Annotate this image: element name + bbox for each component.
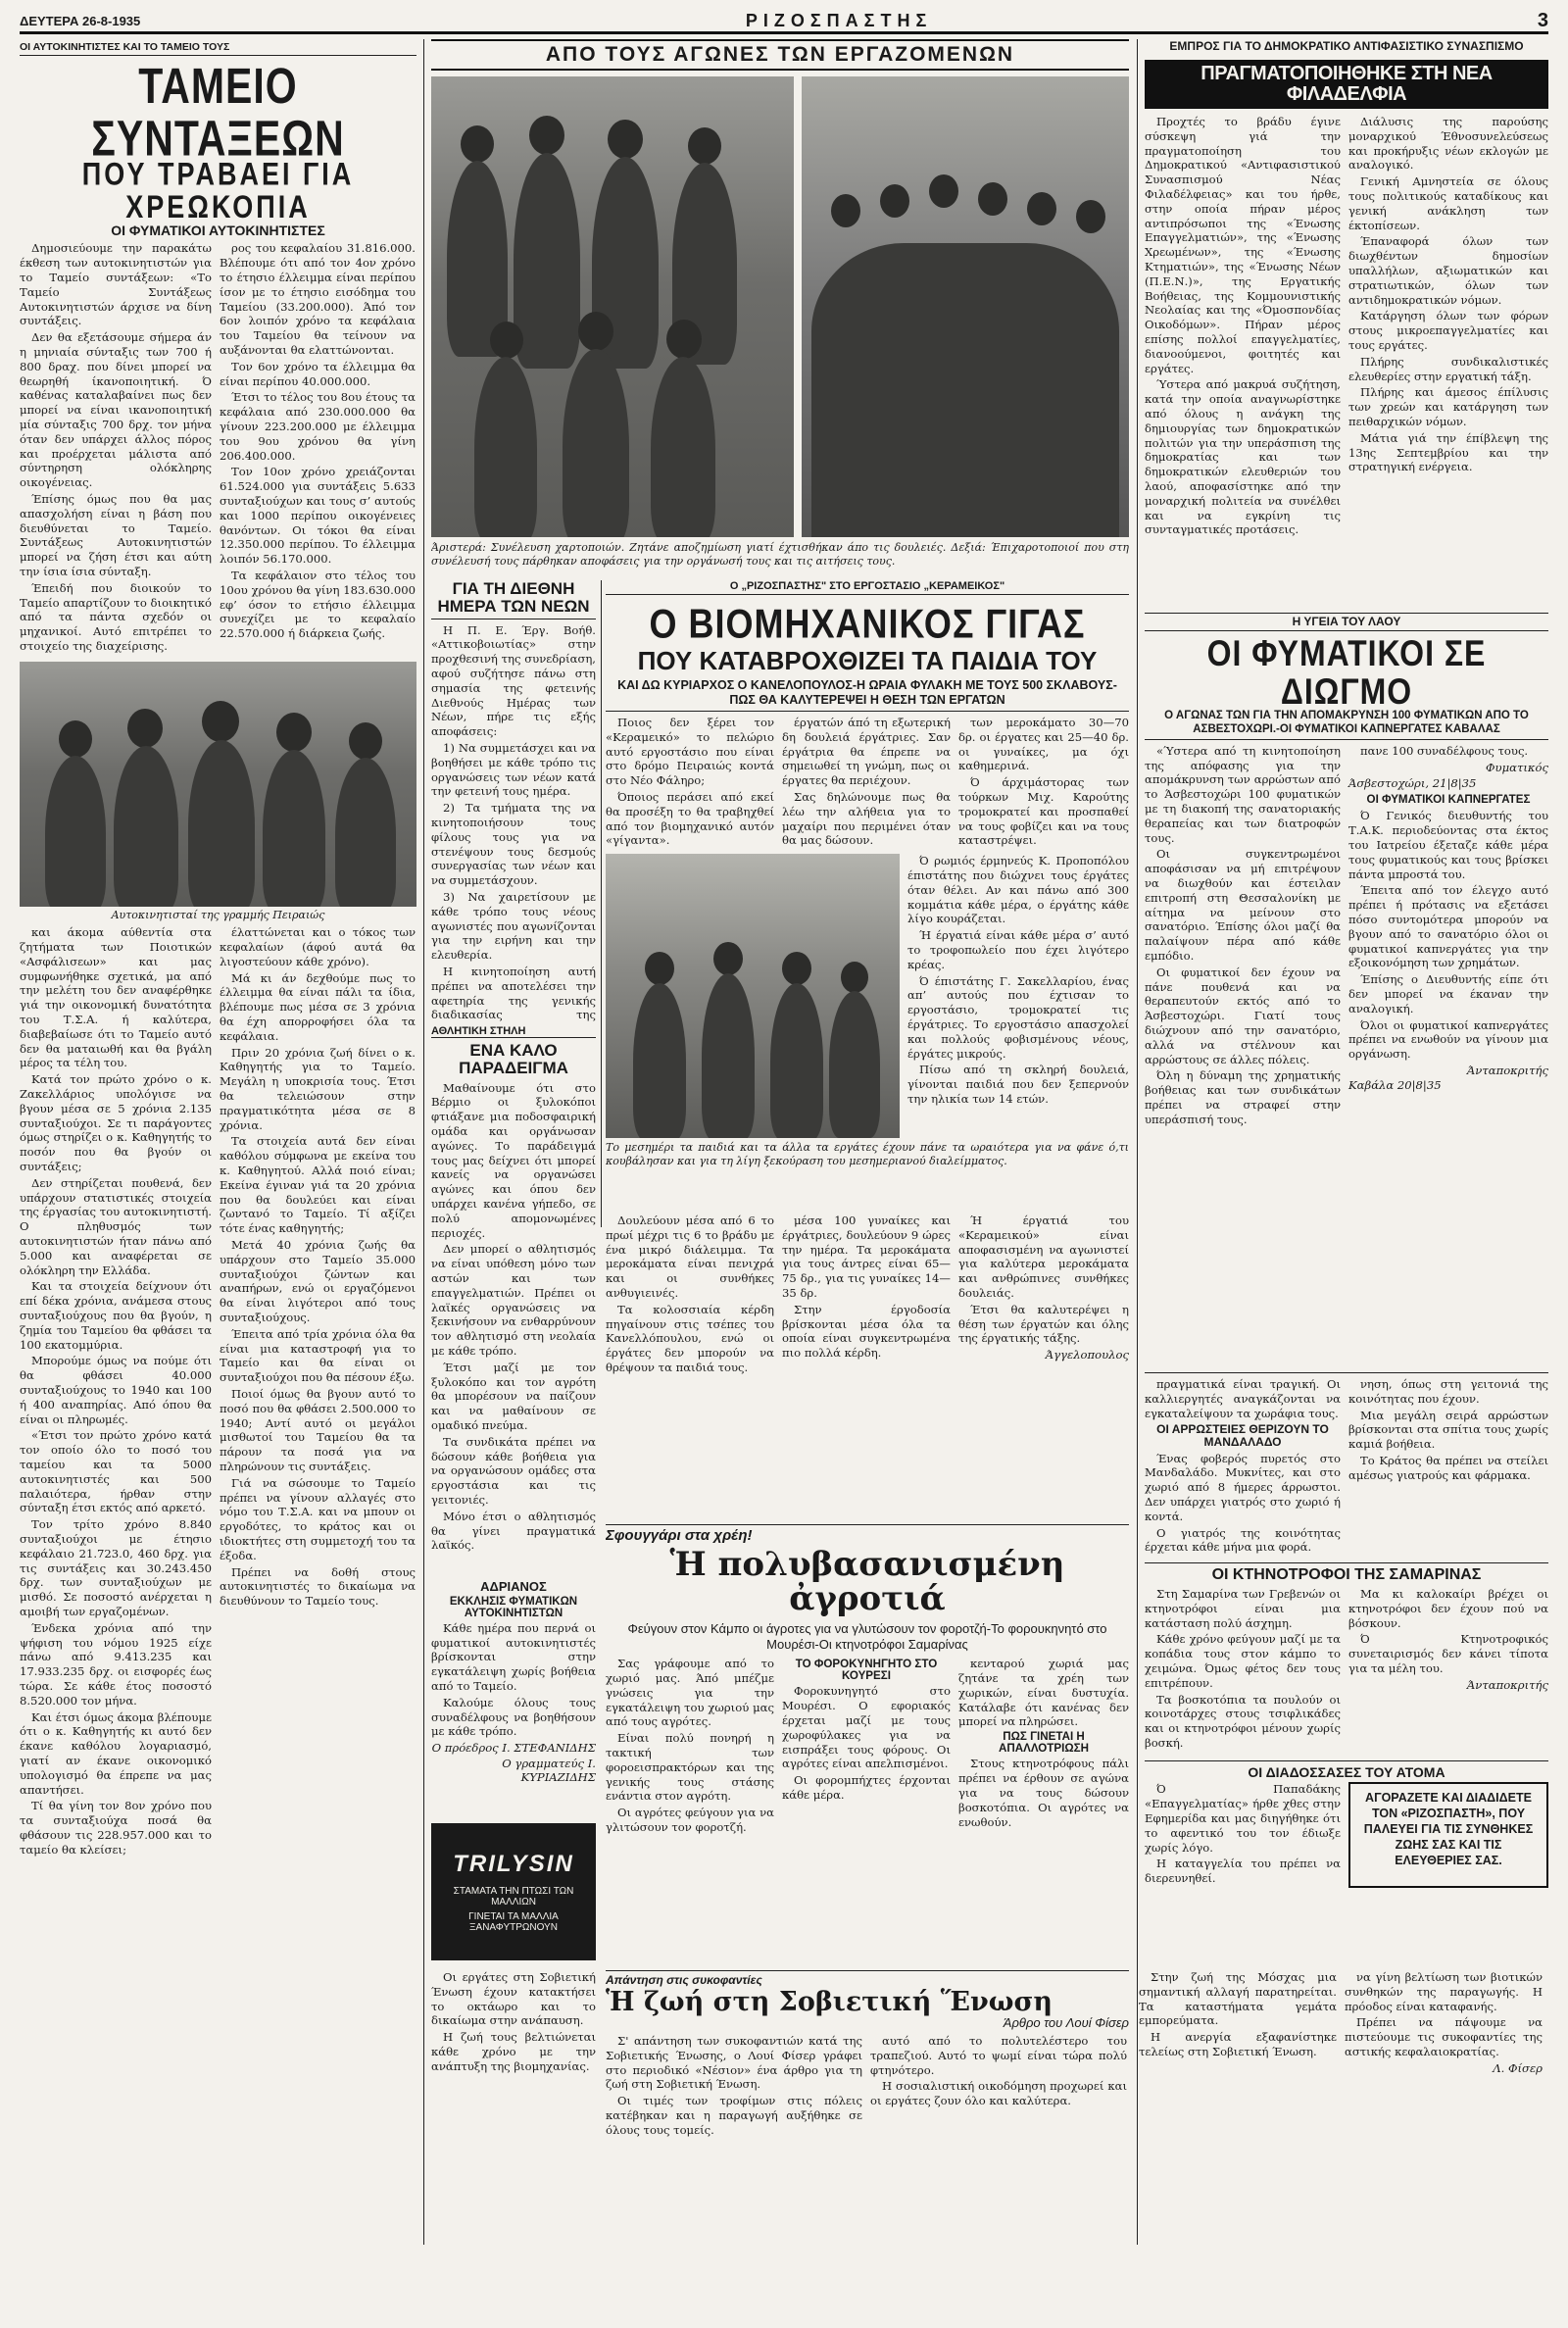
dateline-2: Καβάλα 20|8|35 [1348,1077,1442,1092]
article-headline: ΟΙ ΑΡΡΩΣΤΕΙΕΣ ΘΕΡΙΖΟΥΝ ΤΟ ΜΑΝΔΑΛΑΔΟ [1156,1422,1329,1449]
signature-2: Ο γραμματεύς Ι. ΚΥΡΙΑΖΙΔΗΣ [502,1757,596,1785]
article-body: Κάθε ημέρα που περνά οι φυματικοί αυτοκινητιστές βρίσκονται στην εγκατάλειψη χωρίς βοήθεια από το Ταμείο. Καλούμε όλους τους συναδέλφους να βοηθήσουν με κάθε τρόπο. [431,1620,596,1739]
column-rule [1137,39,1138,2245]
article-headline-2: ΠΟΥ ΚΑΤΑΒΡΟΧΘΙΖΕΙ ΤΑ ΠΑΙΔΙΑ ΤΟΥ [637,645,1098,675]
signature: Άνταποκριτής [1466,1063,1548,1077]
article-kicker: ΕΜΠΡΟΣ ΓΙΑ ΤΟ ΔΗΜΟΚΡΑΤΙΚΟ ΑΝΤΙΦΑΣΙΣΤΙΚΟ ΣΥΝΑΣΠΙΣΜΟ [1169,39,1524,53]
article-workers-struggles [431,39,1129,573]
article-industrial-giant-continued: Δουλεύουν μέσα από 6 το πρωί μέχρι τις 6 το βράδυ με ένα μικρό διάλειμμα. Τα μεροκάματα είναι πενιχρά και οι συνθήκες ανθυγιεινές. Τα κολοσσιαία κέρδη πηγαίνουν στις τσέπες του Κανελλόπουλου, ενώ οι έργάτες δεν μπορούν να θρέψουν τα παιδιά τους. μέσα 100 γυναίκες και έργάτριες, δουλεύουν 9 ώρες την ημέρα. Τα μεροκάματα για τους άντρες είναι 65—75 δρ., για τις γυναίκες 14—35 δρ. Στην έργοδοσία βρίσκονται μέσα όλα τα οποία είναι συγκεντρωμένα πιο πολλά κέρδη. Ή έργατιά του «Κεραμεικού» είναι αποφασισμένη να αγωνιστεί για καλύτερα μεροκάματα και ανθρώπινες συνθήκες δουλειάς. Έτσι θα καλυτερέψει η θέση των έργατών και όλης της έργατικής τάξης. Άγγελοπουλος [606,1214,1129,1374]
article-body: Ποιος δεν ξέρει τον «Κεραμεικό» το πελώριο αυτό εργοστάσιο που είναι στο δρόμο Πειραιώς κοντά στο Νέο Φάληρο; Όποιος περάσει από εκεί θα προσέξη το θα τραβηχθεί από τον βιομηχανικό αυτόν «γίγαντα». [606,716,774,848]
article-subtitle: Ο ΑΓΩΝΑΣ ΤΩΝ ΓΙΑ ΤΗΝ ΑΠΟΜΑΚΡΥΝΣΗ 100 ΦΥΜΑΤΙΚΩΝ ΑΠΟ ΤΟ ΑΣΒΕΣΤΟΧΩΡΙ.-ΟΙ ΦΥΜΑΤΙΚΟΙ ΚΑΠΝΕΡΓΑΤΕΣ ΚΑΒΑΛΑΣ [1145,709,1548,740]
article-peasantry: Σφουγγάρι στα χρέη! Ἡ πολυβασανισμένη ἀγροτιά Φεύγουν στον Κάμπο οι άγροτες για να γλυτώσουν τον φοροτζή-Το φορουκηνητό στο Μουρέσι-Οι κτηνοτρόφοι Σαμαρίνας Σας γράφουμε από το χωριό μας. Άπό μπέζμε γνώσεις για την εγκατάλειψη του χωριού μας από τους αγρότες. Είναι πολύ πονηρή η τακτική των φοροεισπρακτόρων και της γενικής τους στάσης ενάντια στον αγρότη. Οι αγρότες φεύγουν για να γλιτώσουν τον φοροτζή. ΤΟ ΦΟΡΟΚΥΝΗΓΗΤΟ ΣΤΟ ΚΟΥΡΕΣΙ Φοροκυνηγητό στο Μουρέσι. Ο εφοριακός έρχεται μαζί με τους χωροφύλακες για να εισπράξει τους φόρους. Οι αγρότες είναι απελπισμένοι. Οι φορομπήχτες έρχονται κάθε μέρα. κενταρού χωριά μας ζητάνε τα χρέη των χωρικών, είναι δυστυχία. Κατάλαβε ότι κανένας δεν μπορεί να πληρώσει. ΠΩΣ ΓΙΝΕΤΑΙ Η ΑΠΑΛΛΟΤΡΙΩΣΗ Στους κτηνοτρόφους πάλι πρέπει να έρθουν σε αγώνα για να τους δώσουν βοσκοτόπια. Οι αγρότες να ενωθούν. [606,1524,1129,2328]
article-body: Σ' απάντηση των συκοφαντιών κατά της Σοβιετικής Ένωσης, ο Λουί Φίσερ γράφει στο περιοδικό «Νέσιον» ένα άρθρο για τη ζωή στη Σοβιετική Ένωση. Οι τιμές των τροφίμων στις πόλεις κατέβηκαν και η παραγωγή αυξήθηκε σε όλους τους τομείς. [606,2033,862,2137]
ad-brand: TRILYSIN [453,1851,574,1877]
correspondent-2: Άνταποκριτής [1466,1677,1548,1692]
article-headline: ΓΙΑ ΤΗ ΔΙΕΘΝΗ [452,580,575,598]
article-body: Μαθαίνουμε ότι στο Βέρμιο οι ξυλοκόποι φτιάξανε μια ποδοσφαιρική ομάδα και οργάνωσαν αγώνες. Το παράδειγμά τους μας δείχνει ότι μπορεί κανείς να οργανώσει αγώνες και όπου δεν υπάρχει κανένα γήπεδο, σε πολύ απομονωμένες περιοχές. Δεν μπορεί ο αθλητισμός να είναι υπόθεση μόνο των αστών και των επαγγελματιών. Πρέπει οι λαϊκές οργανώσεις να ξεκινήσουν να ενθαρρύνουν τον αθλητισμό στη νεολαία με κάθε τρόπο. Έτσι μαζί με τον ξυλοκόπο και τον αγρότη θα μπορέσουν να παίζουν και να μαθαίνουν σε ομαδικό πνεύμα. Τα συνδικάτα πρέπει να δώσουν κάθε βοήθεια για να οργανώσουν ομάδες στα εργοστάσια και τις γειτονιές. Μόνο έτσι ο αθλητισμός θα γίνει πραγματικά λαϊκός. [431,1080,596,1553]
article-body: Η Π. Ε. Έργ. Βοήθ. «Αττικοβοιωτίας» στην προχθεσινή της συνεδρίαση, αφού συζήτησε πάνω στη σημασία της φετεινής Διεθνούς Ημέρας των Νέων, πήρε τις εξής αποφάσεις: 1) Να συμμετάσχει και να βοηθήσει με κάθε τρόπο τις οργανώσεις των νέων κατά την φετεινή τους ημέρα. 2) Τα τμήματα της να κινητοποιήσουν τους φίλους τους για να στενέψουν τους δεσμούς συνεργασίας των νέων και να συμμετάσχουν. 3) Να χαιρετίσουν με κάθε τρόπο τους νέους αγωνιστές που αγωνίζονται για την ειρήνη και την ελευθερία. Η κινητοποίηση αυτή πρέπει να αποτελέσει την αφετηρία της γενικής διαδικασίας της [431,622,596,1021]
trilysin-ad[interactable] [431,1823,596,1960]
correspondent: Φυματικός [1486,760,1548,774]
article-headline-2: ΠΟΥ ΤΡΑΒΑΕΙ ΓΙΑ ΧΡΕΩΚΟΠΙΑ [81,156,355,225]
article-headline: Ο ΒΙΟΜΗΧΑΝΙΚΟΣ ΓΙΓΑΣ [649,600,1086,647]
article-headline: ΠΡΑΓΜΑΤΟΠΟΙΗΘΗΚΕ ΣΤΗ ΝΕΑ ΦΙΛΑΔΕΛΦΙΑ [1145,60,1548,109]
article-subheading: ΟΙ ΦΥΜΑΤΙΚΟΙ ΚΑΠΝΕΡΓΑΤΕΣ [1366,793,1531,807]
article-headline: ΑΔΡΙΑΝΟΣ [480,1580,547,1594]
article-headline-3: ΟΙ ΔΙΑΔΟΣΣΑΣΕΣ ΤΟΥ ΑΤΟΜΑ [1145,1760,1548,1780]
article-nea-filadelfia: ΕΜΠΡΟΣ ΓΙΑ ΤΟ ΔΗΜΟΚΡΑΤΙΚΟ ΑΝΤΙΦΑΣΙΣΤΙΚΟ ΣΥΝΑΣΠΙΣΜΟ ΠΡΑΓΜΑΤΟΠΟΙΗΘΗΚΕ ΣΤΗ ΝΕΑ ΦΙΛΑΔΕΛΦΙΑ Προχτές το βράδυ έγινε σύσκεψη γιά την πραγματοποίηση του Δημοκρατικού «Αντιφασιστικού Συνασπισμού Νέας Φιλαδέλφειας» και του ήρθε, στην οποία πήραν μέρος αντιπρόσωποι της «Ένωσης Επαγγελματιών», της «Ένωσης Χρεωμένων», της «Ένωσης Κτηματιών», της «Ένωσης Νέων (Π.Ε.Ν.)», της Εργατικής Βοήθειας, της Κομμουνιστικής Νεολαίας και της «Όμοσπονδίας Οικοδόμων». Πήραν μέρος επίσης πολλοί επαγγελματίες, διανοούμενοι, φοιτητές και εργάτες. Ύστερα από μακρυά συζήτηση, κατά την οποία αναγνωρίστηκε από όλους η ανάγκη της δημιουργίας των δημοκρατικών πολιτών για την υπεράσπιση της δημοκρατίας και των δημοκρατικών ελευθεριών του λαού, αποφασίστηκε από την μοναρχική πολιτεία να συνέλθει και να εγκρίνη τις συνταγματικές προτάσεις. Διάλυσις της παρούσης μοναρχικού Έθνοσυνελεύσεως και προκήρυξις νέων εκλογών με αναλογικό. Γενική Αμνηστεία σε όλους τους πολιτικούς καταδίκους και γενική ανάκληση των έκτοπίσεων. Έπαναφορά όλων των διωχθέντων δημοσίων υπαλλήλων, αξιωματικών και στρατιωτικών, όλων των αντιδημοκρατικών νόμων. Κατάργηση όλων των φόρων στους μικροεπαγγελματίες και τους εργάτες. Πλήρης συνδικαλιστικές ελευθερίες στην εργατική τάξη. Πλήρης και άμεσος έπίλυσις των χρεών και κατάργηση των πειθαρχικών νόμων. Μάτια γιά την έπίβλεψη της 13ης Σεπτεμβρίου και την στρατηγική ενέργεια. [1145,39,1548,608]
article-kicker: Η ΥΓΕΙΑ ΤΟΥ ΛΑΟΥ [1145,613,1548,631]
signature: Άγγελοπουλος [1045,1348,1129,1362]
column-rule [601,580,602,1227]
drivers-photo [20,662,416,907]
article-kicker: ΟΙ ΑΥΤΟΚΙΝΗΤΙΣΤΕΣ ΚΑΙ ΤΟ ΤΑΜΕΙΟ ΤΟΥΣ [20,41,416,56]
article-industrial-giant: Ο „ΡΙΖΟΣΠΑΣΤΗΣ" ΣΤΟ ΕΡΓΟΣΤΑΣΙΟ „ΚΕΡΑΜΕΙΚΟΣ" Ο ΒΙΟΜΗΧΑΝΙΚΟΣ ΓΙΓΑΣ ΠΟΥ ΚΑΤΑΒΡΟΧΘΙΖΕΙ ΤΑ ΠΑΙΔΙΑ ΤΟΥ ΚΑΙ ΔΩ ΚΥΡΙΑΡΧΟΣ Ο ΚΑΝΕΛΟΠΟΥΛΟΣ-Η ΩΡΑΙΑ ΦΥΛΑΚΗ ΜΕ ΤΟΥΣ 500 ΣΚΛΑΒΟΥΣ-ΠΩΣ ΘΑ ΚΑΛΥΤΕΡΕΨΕΙ Η ΘΕΣΗ ΤΩΝ ΕΡΓΑΤΩΝ Ποιος δεν ξέρει τον «Κεραμεικό» το πελώριο αυτό εργοστάσιο που είναι στο δρόμο Πειραιώς κοντά στο Νέο Φάληρο; Όποιος περάσει από εκεί θα προσέξη το θα τραβηχθεί από τον βιομηχανικό αυτόν «γίγαντα». έργατών άπό τη εξωτερική δη δουλειά έργάτριες. Σαν έργάτρια θα έπρεπε να σημειωθεί τη γνώμη, πως οι έργατες θα περιέχουν. Σας δηλώνουμε πως θα λέω την αλήθεια για το μαχαίρι που περιμένει όταν θα μας δώσουν. των μεροκάματο 30—70 δρ. οι έργατες και 25—40 δρ. οι γυναίκες, μα όχι καθημερινά. Ό άρχιμάστορας των τούρκων Μιχ. Καρούτης τρομοκρατεί και προσπαθεί να τους φοβίζει και να τους καταστρέψει. Ό ρωμιός έρμηνεύς Κ. Προποπόλου έπιστάτης που διώχνει τους έργάτες όταν θέλει. Αν και πάνω από 300 κομμάτια κάθε μέρα, ο έργάτης κάθε λίγο κουράζεται. Ή έργατιά είναι κάθε μέρα σ’ αυτό το τροφοπωλείο που έχει λιγότερο κρέας. Ό έπιστάτης Γ. Σακελλαρίου, ένας απ’ αυτούς που έχτισαν το εργοστάσιο, τρομοκρατεί τις έργάτριες. Το εργοστάσιο απασχολεί και πολλούς φοβισμένους νέους, έργάτες μικρούς. Πίσω από τη σκληρή δουλειά, γίνονται παιδιά που δεν ξεπερνούν την ηλικία των 14 ετών. Το μεσημέρι τα παιδιά και τα άλλα τα εργάτες έχουν πάνε τα ωραιότερα για να φάνε ό,τι κουβάλησαν και για τη λίγη ξεκούραση του μεσημεριανού διαλείμματος. [606,580,1129,1167]
article-subtitle: ΟΙ ΦΥΜΑΤΙΚΟΙ ΑΥΤΟΚΙΝΗΤΙΣΤΕΣ [111,222,325,238]
newspaper-page [20,10,1548,2264]
column-rule [423,1019,424,2245]
article-headline: ΕΝΑ ΚΑΛΟ ΠΑΡΑΔΕΙΓΜΑ [459,1041,568,1077]
page-number: 3 [1537,9,1548,31]
ad-line-2: ΓΙΝΕΤΑΙ ΤΑ ΜΑΛΛΙΑ ΞΑΝΑΦΥΤΡΩΝΟΥΝ [468,1911,559,1933]
photo-caption: Αυτοκινητισταί της γραμμής Πειραιώς [111,908,325,921]
article-headline: ΑΠΟ ΤΟΥΣ ΑΓΩΝΕΣ ΤΩΝ ΕΡΓΑΖΟΜΕΝΩΝ [431,39,1129,71]
article-body: Προχτές το βράδυ έγινε σύσκεψη γιά την πραγματοποίηση του Δημοκρατικού «Αντιφασιστικού Συνασπισμού Νέας Φιλαδέλφειας» και του ήρθε, στην οποία πήραν μέρος αντιπρόσωποι της «Ένωσης Επαγγελματιών», της «Ένωσης Χρεωμένων», της «Ένωσης Κτηματιών», της «Ένωσης Νέων (Π.Ε.Ν.)», της Εργατικής Βοήθειας, της Κομμουνιστικής Νεολαίας και της «Όμοσπονδίας Οικοδόμων». Πήραν μέρος επίσης πολλοί επαγγελματίες, διανοούμενοι, φοιτητές και εργάτες. Ύστερα από μακρυά συζήτηση, κατά την οποία αναγνωρίστηκε από όλους η ανάγκη της δημιουργίας των δημοκρατικών πολιτών για την υπεράσπιση της δημοκρατίας και των δημοκρατικών ελευθεριών του λαού, αποφασίστηκε από την μοναρχική πολιτεία να συνέλθει και να εγκρίνη τις συνταγματικές προτάσεις. [1145,115,1341,537]
article-tuberculosis: Η ΥΓΕΙΑ ΤΟΥ ΛΑΟΥ ΟΙ ΦΥΜΑΤΙΚΟΙ ΣΕ ΔΙΩΓΜΟ Ο ΑΓΩΝΑΣ ΤΩΝ ΓΙΑ ΤΗΝ ΑΠΟΜΑΚΡΥΝΣΗ 100 ΦΥΜΑΤΙΚΩΝ ΑΠΟ ΤΟ ΑΣΒΕΣΤΟΧΩΡΙ.-ΟΙ ΦΥΜΑΤΙΚΟΙ ΚΑΠΝΕΡΓΑΤΕΣ ΚΑΒΑΛΑΣ «Ύστερα από τη κινητοποίηση της απόφασης για την απομάκρυνση των αρρώστων από το Άσβεστοχώρι 100 φυματικών με τη διακοπή της σανατοριακής θεραπείας και των διατροφών τους. Οι συγκεντρωμένοι αποφάσισαν να μή επιτρέψουν να διωχθούν και έστειλαν επιτροπή στη Θεσσαλονίκη με αίτημα να μείνουν στο σανατόριο. Έπίσης όλοι μαζί θα παλαίψουν πέρα από κάθε εμπόδιο. Οι φυματικοί δεν έχουν να πάνε πουθενά και να θεραπευτούν εκτός από το Άσβεστοχώρι. Γιατί τους διώχνουν από την σανατόριο, αλλά να στέλνουν και αρρώστους σε άλλες πόλεις. Όλη η δύναμη της χρηματικής βοήθειας και των συνδικάτων πρέπει να στραφεί στην υπεράσπισή τους. πανε 100 συναδέλφους τους. Φυματικός Άσβεστοχώρι, 21|8|35 ΟΙ ΦΥΜΑΤΙΚΟΙ ΚΑΠΝΕΡΓΑΤΕΣ Ό Γενικός διευθυντής του Τ.Α.Κ. περιοδεύοντας στα έκτος του Ιατρείου έξεταζε κάθε μέρα τους φυματικούς και τους βρίσκει πάντα μπροστά του. Έπειτα από τον έλεγχο αυτό πρέπει ή πρότασις να εξετάσει πόσο συντομότερα μπορούν να βγουν από το σανατόριο όλοι οι φυματικοί καπνεργάτες για την εξοικονόμηση των χρημάτων. Έπίσης ο Διευθυντής είπε ότι δεν μπορεί να έκαναν την αναλογική. Όλοι οι φυματικοί καπνεργάτες πρέπει να ενωθούν να γίνουν μια οργάνωση. Άνταποκριτής Καβάλα 20|8|35 [1145,613,1548,1367]
article-subtitle: ΚΑΙ ΔΩ ΚΥΡΙΑΡΧΟΣ Ο ΚΑΝΕΛΟΠΟΥΛΟΣ-Η ΩΡΑΙΑ ΦΥΛΑΚΗ ΜΕ ΤΟΥΣ 500 ΣΚΛΑΒΟΥΣ-ΠΩΣ ΘΑ ΚΑΛΥΤΕΡΕΨΕΙ Η ΘΕΣΗ ΤΩΝ ΕΡΓΑΤΩΝ [606,678,1129,712]
article-headline-2: ΗΜΕΡΑ ΤΩΝ ΝΕΩΝ [431,598,596,619]
newspaper-name: ΡΙΖΟΣΠΑΣΤΗΣ [745,10,933,30]
ad-line: ΣΤΑΜΑΤΑ ΤΗΝ ΠΤΩΣΙ ΤΩΝ ΜΑΛΛΙΩΝ [453,1886,574,1907]
article-body: Σας γράφουμε από το χωριό μας. Άπό μπέζμε γνώσεις για την εγκατάλειψη του χωριού μας από τους αγρότες. Είναι πολύ πονηρή η τακτική των φοροεισπρακτόρων και της γενικής τους στάσης ενάντια στον αγρότη. Οι αγρότες φεύγουν για να γλιτώσουν τον φοροτζή. [606,1657,774,1834]
article-subheading-2: ΠΩΣ ΓΙΝΕΤΑΙ Η ΑΠΑΛΛΟΤΡΙΩΣΗ [999,1730,1089,1756]
article-appeal [431,1580,596,1815]
article-kicker: Σφουγγάρι στα χρέη! [606,1524,1129,1544]
article-headline: ΤΑΜΕΙΟ ΣΥΝΤΑΞΕΩΝ [91,57,345,167]
article-subtitle: ΕΚΚΛΗΣΙΣ ΦΥΜΑΤΙΚΩΝ ΑΥΤΟΚΙΝΗΤΙΣΤΩΝ [449,1595,578,1619]
article-right-column: πραγματικά είναι τραγική. Οι καλλιεργητές αναγκάζονται να εγκαταλείψουν τα χωράφια τους. ΟΙ ΑΡΡΩΣΤΕΙΕΣ ΘΕΡΙΖΟΥΝ ΤΟ ΜΑΝΔΑΛΑΔΟ Ένας φοβερός πυρετός στο Μανδαλάδο. Μυκνίτες, και στο χωριό από 8 ήμερες άρρωστοι. Δεν υπάρχει γιατρός στο χωριό ή κοντά. Ο γιατρός της κοινότητας έρχεται κάθε μήνα μια φορά. νηση, όπως στη γειτονιά της κοινότητας που έχουν. Μια μεγάλη σειρά αρρώστων βρίσκονται στα σπίτια τους χωρίς καμιά βοήθεια. Το Κράτος θα πρέπει να στείλει αμέσως γιατρούς και φάρμακα. ΟΙ ΚΤΗΝΟΤΡΟΦΟΙ ΤΗΣ ΣΑΜΑΡΙΝΑΣ Στη Σαμαρίνα των Γρεβενών οι κτηνοτρόφοι είναι μια κατάσταση πολύ άσχημη. Κάθε χρόνο φεύγουν μαζί με τα κοπάδια τους στον κάμπο το χειμώνα. Όμως φέτος δεν τους επιτρέπουν. Τα βοσκοτόπια τα πουλούν οι κοινοτάρχες στους τσιφλικάδες και οι κτηνοτρόφοι μένουν χωρίς βοσκή. Μα κι καλοκαίρι βρέχει οι κτηνοτρόφοι δεν έχουν πού να βόσκουν. Ό Κτηνοτροφικός συνεταιρισμός δεν κάνει τίποτα για τα μέλη του. Άνταποκριτής ΟΙ ΔΙΑΔΟΣΣΑΣΕΣ ΤΟΥ ΑΤΟΜΑ Ό Παπαδάκης «Επαγγελματίας» ήρθε χθες στην Εφημερίδα και μας διηγήθηκε ότι το αφεντικό του τον έδιωξε χωρίς λόγο. Η καταγγελία του πρέπει να διερευνηθεί. ΑΓΟΡΑΖΕΤΕ ΚΑΙ ΔΙΑΔΙΔΕΤΕ ΤΟΝ «ΡΙΖΟΣΠΑΣΤΗ», ΠΟΥ ΠΑΛΕΥΕΙ ΓΙΑ ΤΙΣ ΣΥΝΘΗΚΕΣ ΖΩΗΣ ΣΑΣ ΚΑΙ ΤΙΣ ΕΛΕΥΘΕΡΙΕΣ ΣΑΣ. [1145,1372,1548,2254]
article-subtitle: Φεύγουν στον Κάμπο οι άγροτες για να γλυτώσουν τον φοροτζή-Το φορουκηνητό στο Μουρέσι-Οι κτηνοτρόφοι Σαμαρίνας [627,1621,1107,1653]
article-sports [431,1025,596,1574]
issue-date: ΔΕΥΤΕΡΑ 26-8-1935 [20,13,141,28]
article-kicker: ΑΘΛΗΤΙΚΗ ΣΤΗΛΗ [431,1025,596,1038]
signature: Ο πρόεδρος Ι. ΣΤΕΦΑΝΙΔΗΣ [431,1741,596,1756]
promo-text: ΑΓΟΡΑΖΕΤΕ ΚΑΙ ΔΙΑΔΙΔΕΤΕ ΤΟΝ «ΡΙΖΟΣΠΑΣΤΗ», ΠΟΥ ΠΑΛΕΥΕΙ ΓΙΑ ΤΙΣ ΣΥΝΘΗΚΕΣ ΖΩΗΣ ΣΑΣ ΚΑΙ ΤΙΣ ΕΛΕΥΘΕΡΙΕΣ ΣΑΣ. [1363,1791,1534,1868]
article-kicker: Ο „ΡΙΖΟΣΠΑΣΤΗΣ" ΣΤΟ ΕΡΓΟΣΤΑΣΙΟ „ΚΕΡΑΜΕΙΚΟΣ" [606,580,1129,595]
article-subtitle: Άρθρο του Λουί Φίσερ [1003,2015,1129,2031]
article-headline: Ἡ ζωή στη Σοβιετική Ἕνωση [606,1987,1053,2017]
promo-box [1348,1782,1548,1888]
article-kicker: Απάντηση στις συκοφαντίες [606,1970,1129,1987]
tobacco-workers-photo [802,76,1129,537]
article-pension-fund: ΟΙ ΑΥΤΟΚΙΝΗΤΙΣΤΕΣ ΚΑΙ ΤΟ ΤΑΜΕΙΟ ΤΟΥΣ ΤΑΜΕΙΟ ΣΥΝΤΑΞΕΩΝ ΠΟΥ ΤΡΑΒΑΕΙ ΓΙΑ ΧΡΕΩΚΟΠΙΑ ΟΙ ΦΥΜΑΤΙΚΟΙ ΑΥΤΟΚΙΝΗΤΙΣΤΕΣ Δημοσιεύουμε την παρακάτω έκθεση των αυτοκινητιστών για το Ταμείο συντάξεων: «Το Ταμείο Συντάξεως Αυτοκινητιστών άρχισε να δίνη συντάξεις. Δεν θα εξετάσουμε σήμερα άν η μηνιαία σύνταξις των 700 ή 800 δραχ. που δίνει μπορεί να θεωρηθή ίκανοποιητική. Ό καθένας καταλαβαίνει πως δεν μπορεί να είναι ικανοποιητική μία σύνταξις 700 δρχ. τον μήνα όταν δεν υπάρχει άλλος πόρος και προέρχεται μάλιστα από σύντηρηση ολόκληρης οικογένειας. Έπίσης όμως που θα μας απασχολήση είναι η βάση που διευθύνεται το Ταμείο. Συντάξεως Αυτοκινητιστών μπορεί να ζήση έτσι και αύτη την ίσια ίσια σύνταξη. Έπειδή που διοικούν το Ταμείο απαρτίζουν το διοικητικό από τα πάντα σχεδόν οι μηχανικοί. Αυτό επιτρέπει το στοιχείο της διαχείρισης. ρος του κεφαλαίου 31.816.000. Βλέπουμε ότι από τον 4ον χρόνο το έτησιο έλλειμμα είναι περίπου ίσον με το έτησιο εισόδημα του Ταμείου (33.200.000). Άπό τον 6ον λοιπόν χρόνο τα κεφάλαια του Ταμείου θα τείνουν να αυξάνονται θα ελαττώνονται. Τον 6ον χρόνο τα έλλειμμα θα είναι περίπου 40.000.000. Έτσι το τέλος του 8ου έτους τα κεφάλαια από 230.000.000 θα γίνουν 223.200.000 με έλλειμμα του 9ου χρόνου θα γίνη 206.400.000. Τον 10ον χρόνο χρειάζονται 61.524.000 για συντάξεις 5.633 συνταξιούχων και τους σ’ αυτούς και 1000 περίπου οικογένειες θανόντων. Οι τόκοι θα είναι 12.350.000 περίπου. Το έλλειμμα λοιπόν 56.170.000. Τα κεφάλαιον στο τέλος του 10ου χρόνου θα γίνη 183.630.000 εφ’ όσον το ετήσιο έλλειμμα συνεχίζει με το κεφαλαίο 22.570.000 ή διάρκεια ζωής. Αυτοκινητισταί της γραμμής Πειραιώς και άκομα αύθεντία στα ζητήματα των Ποιοτικών «Ασφάλισεων» και μας συμφωνήθηκε σχετικά, μα από την μελέτη του δεν αναφέρθηκε γιά την οικονομική δυνατότητα του Τ.Σ.Α. ή καλύτερα, διαβεβαίωσε ότι το Ταμείο αυτό δεν θα ματαιωθή και θα βγάλη μέρος τα τέλη του. Κατά τον πρώτο χρόνο ο κ. Ζακελλάριος υπολόγισε να βγουν μέσα σε 5 χρόνια 2.135 συνταξιούχοι. Σε τι παράγοντες όμως στηρίζει ο κ. Καθηγητής το ποσόν που θα βγούν οι συντάξεις; Δεν στηρίζεται πουθενά, δεν υπάρχουν στατιστικές στοιχεία της έργασίας του αυτοκινητιστή. Ο πληθυσμός των αυτοκινητιστών ήταν πάνω από 5.000 και αναφέρεται σε ολόκληρη την Ελλάδα. Και τα στοιχεία δείχνουν ότι επί δέκα χρόνια, ανάμεσα στους συνταξιούχους που θα βγούν, η ζημία του Ταμείου θα φθάσει τα 100 εκατομμύρια. Μπορούμε όμως να πούμε ότι θα φθάσει 40.000 συνταξιούχους το 1940 και 100 ή 400 αναπηρίας. Από όπου θα είναι οι πληρωμές. «Έτσι τον πρώτο χρόνο κατά τον οποίο όλο το ποσό του ταμείου και τα 5000 αυτοκινητιστές και 500 παλαιότερα, ήρθαν στην σύνταξη έτσι εκτός από αρκετό. Τον τρίτο χρόνο 8.840 συνταξιούχοι με έτησιο κεφάλαιο 21.723.0, 460 δρχ. για τις συντάξεις και 30.243.450 δρχ. των συνταξιούχων με μισθό. Σε ποσοστό ανέρχεται η αμοιβή των εργαζομένων. Ένδεκα χρόνια από την ψήφιση του νόμου 1925 είχε πάνω από 9.413.235 και 17.933.235 δρχ. οι εισφορές έως τώρα. Σε κάθε έτος ποσοστό 8.520.000 τον μήνα. Και έτσι όμως άκομα βλέπουμε ότι ο κ. Καθηγητής κι αυτό δεν έκανε καθόλου λογαριασμό, γιατί αν έκανε οικονομικό υπολογισμό θα έπρεπε να μας απαντήσει. Τί θα γίνη τον 8ον χρόνο που τα συνταξιούχα ποσά θα φθάσουν τις 228.957.000 και το ταμείο θα κλείσει; έλαττώνεται και ο τόκος των κεφαλαίων (άφού αυτά θα λιγοστεύουν κάθε χρόνο). Μά κι άν δεχθούμε πως το έλλειμμα θα είναι πάλι τα ίδια, βλέπουμε πως μέσα σε 3 χρόνια θα έχη απορροφήσει όλα τα κεφάλαια. Πριν 20 χρόνια ζωή δίνει ο κ. Καθηγητής για το Ταμείο. Μεγάλη η υποκρισία τους. Έτσι θα τελειώσουν στην πραγματικότητα μέσα σε 8 χρόνια. Τα στοιχεία αυτά δεν είναι καθόλου σύμφωνα με εκείνα του κ. Καθηγητού. Αλλά ποιό είναι; Εκείνα έγιναν γιά τα 20 χρόνια που θα δουλεύει και είναι ζωντανό το Ταμείο. Τί αξίζει τότε ένας καθηγητής; Μετά 40 χρόνια ζωής θα υπάρχουν στο Ταμείο 35.000 συνταξιούχοι ζώντων και αναπήρων, ενώ οι εργαζόμενοι θα είναι λιγότεροι από τους συνταξιούχους. Έπειτα από τρία χρόνια όλα θα είναι μια καταστροφή για το Ταμείο και θα είναι οι συνταξιούχοι που θα πέσουν έξω. Ποιοί όμως θα βγουν αυτό το ποσό που θα φθάσει 2.500.000 το 1940; Αντί αυτό οι μεγάλοι μισθωτοί του Ταμείου θα τα πάρουν τα ποσά για να πληρώνουν τις συντάξεις. Γιά να σώσουμε το Ταμείο πρέπει να γίνουν αλλαγές στο νόμο του Τ.Σ.Α. και να μπουν οι εργοδότες, το κράτος και οι ιδιοκτήτες στη συμμετοχή του τα έξοδα. Πρέπει να δοθή στους αυτοκινητιστές το δικαίωμα να διευθύνουν το Ταμείο τους. [20,41,416,1857]
article-body: Δημοσιεύουμε την παρακάτω έκθεση των αυτοκινητιστών για το Ταμείο συντάξεων: «Το Ταμείο Συντάξεως Αυτοκινητιστών άρχισε να δίνη συντάξεις. Δεν θα εξετάσουμε σήμερα άν η μηνιαία σύνταξις των 700 ή 800 δραχ. που δίνει μπορεί να θεωρηθή ίκανοποιητική. Ό καθένας καταλαβαίνει πως δεν μπορεί να είναι ικανοποιητική μία σύνταξις 700 δρχ. τον μήνα όταν δεν υπάρχει άλλος πόρος και προέρχεται μάλιστα από σύντηρηση ολόκληρης οικογένειας. Έπίσης όμως που θα μας απασχολήση είναι η βάση που διευθύνεται το Ταμείο. Συντάξεως Αυτοκινητιστών μπορεί να ζήση έτσι και αύτη την ίσια ίσια σύνταξη. Έπειδή που διοικούν το Ταμείο απαρτίζουν το διοικητικό από τα πάντα σχεδόν οι μηχανικοί. Αυτό επιτρέπει το στοιχείο της διαχείρισης. [20,241,212,653]
article-headline-2: ΟΙ ΚΤΗΝΟΤΡΟΦΟΙ ΤΗΣ ΣΑΜΑΡΙΝΑΣ [1145,1562,1548,1584]
photo-caption: Άριστερά: Συνέλευση χαρτοποιών. Ζητάνε αποζημίωση γιατί έχτισθήκαν άπο τις δουλειές. Δεξιά: Έπιχαροτοποιοί που στη συνέλευσή τους πάρθηκαν αποφάσεις για την οργάνωσή τους και τις αιτήσεις τους. [431,541,1129,568]
photo-caption: Το μεσημέρι τα παιδιά και τα άλλα τα εργάτες έχουν πάνε τα ωραιότερα για να φάνε ό,τι κουβάλησαν και για τη λίγη ξεκούραση του μεσημεριανού διαλείμματος. [606,1141,1129,1167]
masthead [20,10,1548,34]
dateline: Άσβεστοχώρι, 21|8|35 [1348,776,1477,791]
article-soviet-union: Οι εργάτες στη Σοβιετική Ένωση έχουν κατακτήσει το οκτάωρο και το δικαίωμα στην ανάπαυση. Η ζωή τους βελτιώνεται κάθε χρόνο με την ανάπτυξη της βιομηχανίας. Απάντηση στις συκοφαντίες Ἡ ζωή στη Σοβιετική Ἕνωση Άρθρο του Λουί Φίσερ Σ' απάντηση των συκοφαντιών κατά της Σοβιετικής Ένωσης, ο Λουί Φίσερ γράφει στο περιοδικό «Νέσιον» ένα άρθρο για τη ζωή στη Σοβιετική Ένωση. Οι τιμές των τροφίμων στις πόλεις κατέβηκαν και η παραγωγή αυξήθηκε σε όλους τους τομείς. αυτό από το πολυτελέστερο του τραπεζιού. Αυτό το ψωμί είναι τώρα πολύ φτηνότερο. Η σοσιαλιστική οικοδόμηση προχωρεί και οι εργάτες ζουν όλο και καλύτερα. Στην ζωή της Μόσχας μια σημαντική αλλαγή παρατηρείται. Τα καταστήματα γεμάτα εμπορεύματα. Η ανεργία εξαφανίστηκε τελείως στη Σοβιετική Ένωση. να γίνη βελτίωση των βιοτικών συνθηκών της παραγωγής. Η πρόοδος είναι καταφανής. Πρέπει να πάψουμε να πιστεύουμε τις συκοφαντίες της αστικής κεφαλαιοκρατίας. Λ. Φίσερ [431,1970,1548,2254]
column-rule [423,39,424,1019]
factory-children-photo [606,854,900,1138]
article-subheading: ΤΟ ΦΟΡΟΚΥΝΗΓΗΤΟ ΣΤΟ ΚΟΥΡΕΣΙ [795,1658,938,1683]
paper-workers-photo [431,76,794,537]
article-youth-day [431,580,596,1021]
article-headline: Ἡ πολυβασανισμένη ἀγροτιά [669,1544,1065,1619]
article-headline: ΟΙ ΦΥΜΑΤΙΚΟΙ ΣΕ ΔΙΩΓΜΟ [1206,632,1487,712]
signature: Λ. Φίσερ [1493,2060,1543,2075]
article-body: «Ύστερα από τη κινητοποίηση της απόφασης για την απομάκρυνση των αρρώστων από το Άσβεστοχώρι 100 φυματικών με τη διακοπή της σανατοριακής θεραπείας και των διατροφών τους. Οι συγκεντρωμένοι αποφάσισαν να μή επιτρέψουν να διωχθούν και έστειλαν επιτροπή στη Θεσσαλονίκη με αίτημα να μείνουν στο σανατόριο. Έπίσης όλοι μαζί θα παλαίψουν πέρα από κάθε εμπόδιο. Οι φυματικοί δεν έχουν να πάνε πουθενά και να θεραπευτούν εκτός από το Άσβεστοχώρι. Γιατί τους διώχνουν από την σανατόριο, αλλά να στέλνουν και αρρώστους σε άλλες πόλεις. Όλη η δύναμη της χρηματικής βοήθειας και των συνδικάτων πρέπει να στραφεί στην υπεράσπισή τους. [1145,743,1341,1126]
